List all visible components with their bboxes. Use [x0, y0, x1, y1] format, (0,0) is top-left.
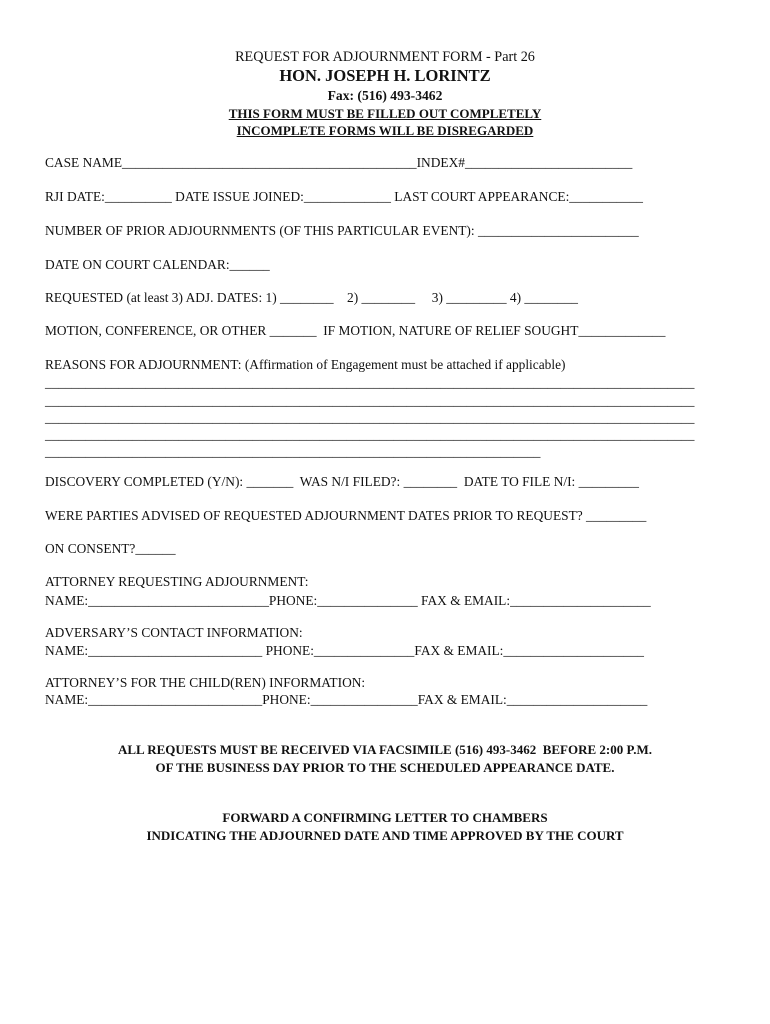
child-attorney-label: ATTORNEY’S FOR THE CHILD(REN) INFORMATION: — [45, 675, 366, 690]
rji-date-field[interactable]: RJI DATE:__________ DATE ISSUE JOINED:_____________ LAST COURT APPEARANCE:___________ — [45, 189, 643, 204]
discovery-field[interactable]: DISCOVERY COMPLETED (Y/N): _______ WAS N/I FILED?: ________ DATE TO FILE N/I: _________ — [45, 474, 639, 489]
warning-complete: THIS FORM MUST BE FILLED OUT COMPLETELY — [228, 106, 542, 121]
requested-dates-field[interactable]: REQUESTED (at least 3) ADJ. DATES: 1) ________ 2) ________ 3) _________ 4) ________ — [45, 290, 578, 305]
case-name-field[interactable]: CASE NAME____________________________________________INDEX#_________________________ — [45, 155, 633, 170]
reasons-label: REASONS FOR ADJOURNMENT: (Affirmation of Engagement must be attached if applicable) — [45, 357, 566, 372]
motion-field[interactable]: MOTION, CONFERENCE, OR OTHER _______ IF MOTION, NATURE OF RELIEF SOUGHT_____________ — [45, 323, 666, 338]
reasons-line[interactable]: _________________________________________________________________________________________________ — [45, 410, 695, 425]
fax-deadline-notice-2: OF THE BUSINESS DAY PRIOR TO THE SCHEDULED APPEARANCE DATE. — [155, 760, 615, 775]
reasons-line[interactable]: _________________________________________________________________________________________________ — [45, 393, 695, 408]
court-calendar-date-field[interactable]: DATE ON COURT CALENDAR:______ — [45, 257, 270, 272]
warning-disregarded: INCOMPLETE FORMS WILL BE DISREGARDED — [236, 123, 534, 138]
child-attorney-contact-field[interactable]: NAME:__________________________PHONE:________________FAX & EMAIL:_____________________ — [45, 692, 648, 707]
prior-adjournments-field[interactable]: NUMBER OF PRIOR ADJOURNMENTS (OF THIS PARTICULAR EVENT): ________________________ — [45, 223, 639, 238]
judge-name: HON. JOSEPH H. LORINTZ — [279, 66, 491, 85]
forward-letter-notice: FORWARD A CONFIRMING LETTER TO CHAMBERS — [222, 810, 548, 825]
reasons-line[interactable]: _________________________________________________________________________________________________ — [45, 427, 695, 442]
parties-advised-field[interactable]: WERE PARTIES ADVISED OF REQUESTED ADJOURNMENT DATES PRIOR TO REQUEST? _________ — [45, 508, 647, 523]
attorney-label: ATTORNEY REQUESTING ADJOURNMENT: — [45, 574, 309, 589]
reasons-line[interactable]: _________________________________________________________________________________________________ — [45, 375, 695, 390]
fax-number: Fax: (516) 493-3462 — [327, 88, 443, 103]
reasons-line[interactable]: __________________________________________________________________________ — [45, 444, 541, 459]
fax-deadline-notice: ALL REQUESTS MUST BE RECEIVED VIA FACSIMILE (516) 493-3462 BEFORE 2:00 P.M. — [117, 742, 653, 757]
adversary-contact-field[interactable]: NAME:__________________________ PHONE:_______________FAX & EMAIL:_____________________ — [45, 643, 644, 658]
forward-letter-notice-2: INDICATING THE ADJOURNED DATE AND TIME APPROVED BY THE COURT — [146, 828, 624, 843]
form-title: REQUEST FOR ADJOURNMENT FORM - Part 26 — [235, 49, 535, 65]
on-consent-field[interactable]: ON CONSENT?______ — [45, 541, 176, 556]
attorney-contact-field[interactable]: NAME:___________________________PHONE:_______________ FAX & EMAIL:_____________________ — [45, 593, 651, 608]
adversary-label: ADVERSARY’S CONTACT INFORMATION: — [45, 625, 303, 640]
